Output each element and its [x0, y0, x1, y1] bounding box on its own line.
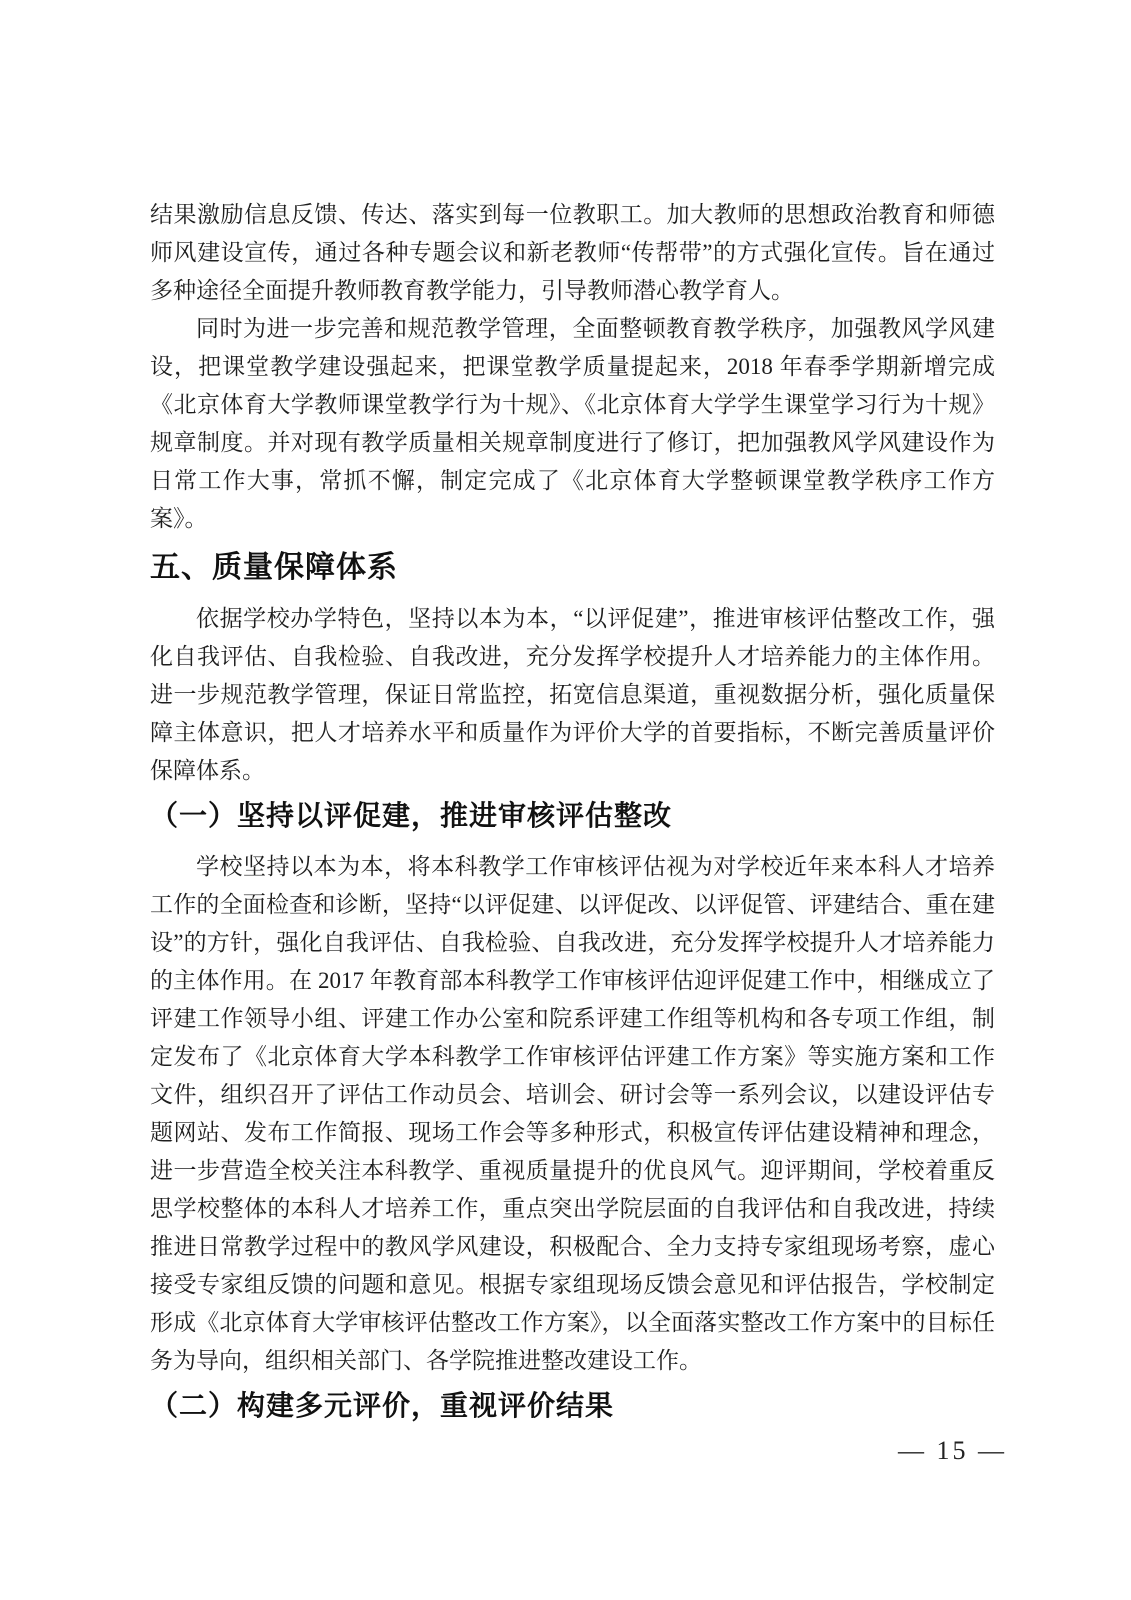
paragraph: 同时为进一步完善和规范教学管理，全面整顿教育教学秩序，加强教风学风建设，把课堂教学建设强起来，把课堂教学质量提起来，2018 年春季学期新增完成《北京体育大学教师课堂教学行为十规》、《北京体育大学学生课堂学习行为十规》规章制度。并对现有教学质量相关规章制度进行了修订，把加强教风学风建设作为日常工作大事，常抓不懈，制定完成了《北京体育大学整顿课堂教学秩序工作方案》。 — [150, 316, 995, 531]
paragraph: 依据学校办学特色，坚持以本为本，“以评促建”，推进审核评估整改工作，强化自我评估、自我检验、自我改进，充分发挥学校提升人才培养能力的主体作用。进一步规范教学管理，保证日常监控，拓宽信息渠道，重视数据分析，强化质量保障主体意识，把人才培养水平和质量作为评价大学的首要指标，不断完善质量评价保障体系。 — [150, 606, 995, 783]
paragraph-continuation: 结果激励信息反馈、传达、落实到每一位教职工。加大教师的思想政治教育和师德师风建设宣传，通过各种专题会议和新老教师“传帮带”的方式强化宣传。旨在通过多种途径全面提升教师教育教学能力，引导教师潜心教学育人。 — [150, 202, 995, 303]
page-content — [150, 196, 995, 1438]
section-heading: 五、质量保障体系 — [150, 551, 398, 584]
paragraph: 学校坚持以本为本，将本科教学工作审核评估视为对学校近年来本科人才培养工作的全面检查和诊断，坚持“以评促建、以评促改、以评促管、评建结合、重在建设”的方针，强化自我评估、自我检验、自我改进，充分发挥学校提升人才培养能力的主体作用。在 2017 年教育部本科教学工作审核评估迎评促建工作中，相继成立了评建工作领导小组、评建工作办公室和院系评建工作组等机构和各专项工作组，制定发布了《北京体育大学本科教学工作审核评估评建工作方案》等实施方案和工作文件，组织召开了评估工作动员会、培训会、研讨会等一系列会议，以建设评估专题网站、发布工作简报、现场工作会等多种形式，积极宣传评估建设精神和理念，进一步营造全校关注本科教学、重视质量提升的优良风气。迎评期间，学校着重反思学校整体的本科人才培养工作，重点突出学院层面的自我评估和自我改进，持续推进日常教学过程中的教风学风建设，积极配合、全力支持专家组现场考察，虚心接受专家组反馈的问题和意见。根据专家组现场反馈会意见和评估报告，学校制定形成《北京体育大学审核评估整改工作方案》，以全面落实整改工作方案中的目标任务为导向，组织相关部门、各学院推进整改建设工作。 — [150, 854, 995, 1373]
page-number: — 15 — — [898, 1436, 1007, 1465]
subsection-heading-1: （一）坚持以评促建，推进审核评估整改 — [150, 800, 673, 831]
subsection-heading-2: （二）构建多元评价，重视评价结果 — [150, 1390, 615, 1421]
